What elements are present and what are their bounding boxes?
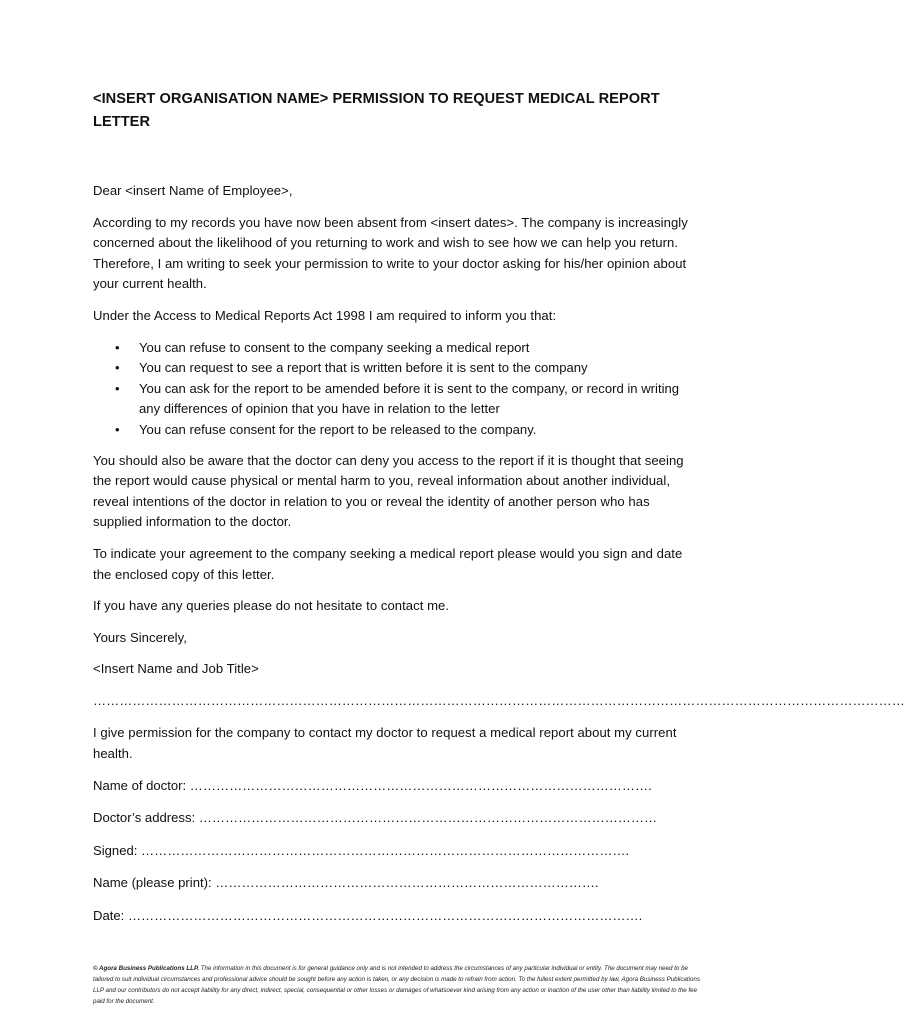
paragraph-doctor-denial: You should also be aware that the doctor can deny you access to the report if it is thought that seeing the report would cause physical or mental harm to you, reveal information about another individual, reveal intentions of the doctor in relation to you or reveal the identity of another person who has supplied information to the doctor.	[93, 452, 684, 530]
document-title: <INSERT ORGANISATION NAME> PERMISSION TO REQUEST MEDICAL REPORT LETTER	[93, 91, 660, 130]
paragraph-agreement: To indicate your agreement to the company seeking a medical report please would you sign and date the enclosed copy of this letter.	[93, 545, 683, 582]
signed-label: Signed:	[93, 842, 142, 858]
print-name-blank[interactable]: …………………………………………………………………………….	[215, 875, 599, 891]
date-blank[interactable]: ……………………………………………………………………………………………………….	[127, 908, 643, 924]
list-item-text: You can refuse to consent to the company seeking a medical report	[139, 339, 530, 355]
bullet-icon: •	[115, 360, 120, 376]
salutation: Dear <insert Name of Employee>,	[93, 183, 293, 198]
doctor-name-field[interactable]	[93, 776, 690, 797]
doctor-address-field[interactable]	[93, 808, 690, 829]
closing: Yours Sincerely,	[93, 629, 187, 645]
signed-blank[interactable]: ………………………………………………………………………………………………….	[141, 842, 630, 858]
paragraph-queries: If you have any queries please do not hesitate to contact me.	[93, 598, 450, 614]
list-item-text: You can refuse consent for the report to be released to the company.	[139, 421, 537, 437]
list-item	[93, 379, 690, 420]
disclaimer-text: The information in this document is for general guidance only and is not intended to address the circumstances of any particular individual or entity. The document may need to be tailored to suit individual circumstances and professional advice should be sought before any action is taken, or any decision is made to refrain from action. To the fullest extent permitted by law, Agora Business Publications LLP and our contributors do not accept liability for any direct, indirect, special, consequential or other losses or damages of whatsoever kind arising from any action or inaction of the user other than liability limited to the fee paid for the document.	[93, 965, 700, 1005]
doctor-address-label: Doctor’s address:	[93, 810, 199, 826]
signatory: <Insert Name and Job Title>	[93, 661, 259, 677]
list-item-text: You can request to see a report that is written before it is sent to the company	[139, 360, 588, 376]
list-item	[93, 420, 690, 441]
doctor-address-blank[interactable]: ……………………………………………………………………………………………	[198, 810, 658, 826]
paragraph-absence: According to my records you have now been absent from <insert dates>. The company is increasingly concerned about the likelihood of you returning to work and wish to see how we can help you return. Therefore, I am writing to seek your permission to write to your doctor asking for his/her opinion about your current health.	[93, 214, 688, 292]
date-label: Date:	[93, 908, 128, 924]
signed-field[interactable]	[93, 841, 690, 862]
list-item	[93, 358, 690, 379]
paragraph-permission: I give permission for the company to contact my doctor to request a medical report about my current health.	[93, 725, 677, 762]
date-field[interactable]	[93, 906, 690, 927]
list-item-text: You can ask for the report to be amended before it is sent to the company, or record in writing any differences of opinion that you have in relation to the letter	[139, 380, 680, 417]
bullet-icon: •	[115, 339, 120, 355]
print-name-label: Name (please print):	[93, 875, 216, 891]
bullet-icon: •	[115, 421, 120, 437]
paragraph-act-intro: Under the Access to Medical Reports Act 1998 I am required to inform you that:	[93, 307, 557, 323]
doctor-name-label: Name of doctor:	[93, 777, 190, 793]
rights-list	[93, 338, 690, 441]
doctor-name-blank[interactable]: …………………………………………………………………………………………….	[189, 777, 652, 793]
copyright-notice: © Agora Business Publications LLP.	[93, 965, 199, 972]
legal-disclaimer-footer	[93, 963, 700, 1007]
separator-line: ……………………………………………………………………………………………………………………………………………………………………	[93, 692, 905, 708]
bullet-icon: •	[115, 380, 120, 396]
print-name-field[interactable]	[93, 873, 690, 894]
list-item	[93, 338, 690, 359]
